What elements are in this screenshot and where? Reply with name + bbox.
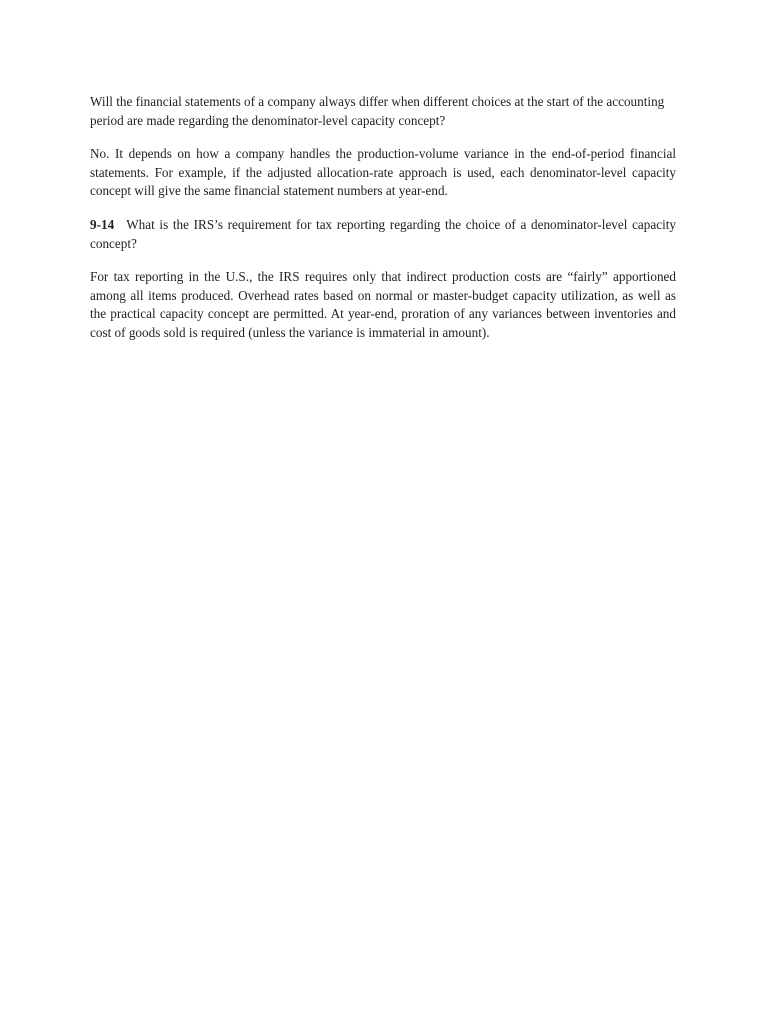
answer-paragraph [90,145,676,201]
document-page [90,93,676,358]
answer-paragraph [90,268,676,342]
question-paragraph [90,93,676,130]
question-text: Will the financial statements of a company always differ when different choices at the start of the accounting period are made regarding the denominator-level capacity concept? [90,94,665,128]
question-number: 9-14 [90,216,115,232]
answer-text: For tax reporting in the U.S., the IRS requires only that indirect production costs are “fairly” apportioned among all items produced. Overhead rates based on normal or master-budget capacity utilization, as well as the practical capacity concept are permitted. At year-end, proration of any variances between inventories and cost of goods sold is required (unless the variance is immaterial in amount). [90,269,676,340]
question-paragraph-9-14 [90,216,676,253]
question-text: What is the IRS’s requirement for tax reporting regarding the choice of a denominator-level capacity concept? [90,216,676,251]
answer-text: No. It depends on how a company handles the production-volume variance in the end-of-period financial statements. For example, if the adjusted allocation-rate approach is used, each denominator-level capacity concept will give the same financial statement numbers at year-end. [90,146,676,199]
